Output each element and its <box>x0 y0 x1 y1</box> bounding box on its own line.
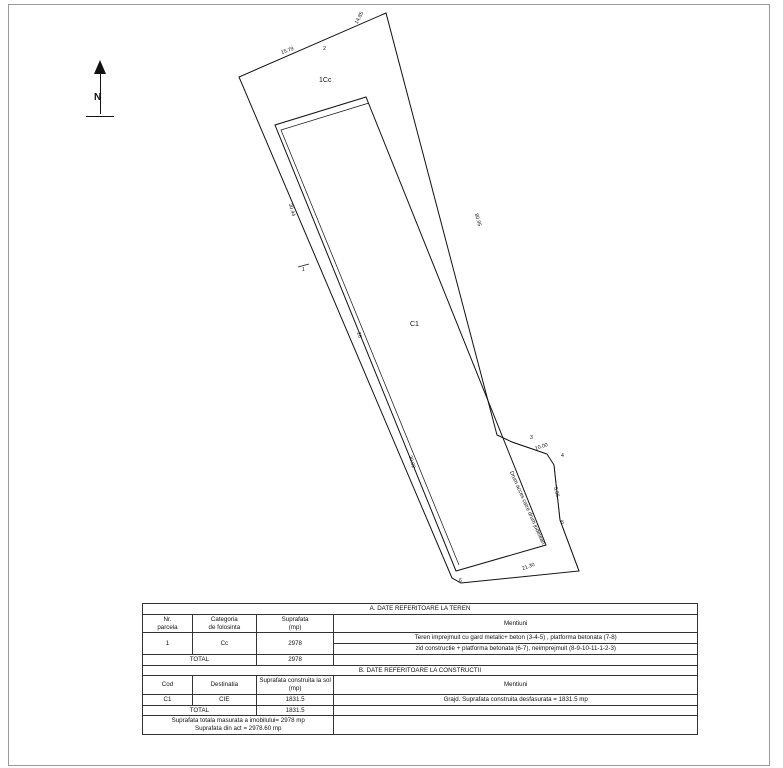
parcel-label-1cc: 1Cc <box>319 77 332 84</box>
dim-10-00: 10.00 <box>534 442 549 452</box>
dim-14-85: 14.85 <box>353 10 366 26</box>
cell-nr-parcela: 1 <box>143 633 193 655</box>
total-label-constructii: TOTAL <box>143 705 257 716</box>
access-road-label: Drum acces catre drum judetean <box>507 470 546 546</box>
cell-mentiuni-constructii: Grajd. Suprafata construita desfasurata = 1831.5 mp <box>334 694 698 705</box>
header-destinatia: Destinatia <box>192 676 256 695</box>
cell-mentiuni-line2: zid constructie + platforma betonata (6-7), neimprejmuit (8-9-10-11-1-2-3) <box>334 644 698 655</box>
dim-15-79: 15.79 <box>280 45 295 57</box>
total-value-teren: 2978 <box>256 654 334 665</box>
header-suprafata-sol-line1: Suprafata construita la sol <box>259 677 331 685</box>
cell-suprafata: 2978 <box>256 633 334 655</box>
table-teren <box>142 603 698 735</box>
building-c1-outline <box>275 97 549 571</box>
table-row-footer <box>143 716 698 735</box>
table-row-header-b <box>143 676 698 695</box>
total-value-constructii: 1831.5 <box>256 705 334 716</box>
total-label-teren: TOTAL <box>143 654 257 665</box>
footer-line-2: Suprafata din act = 2978.60 mp <box>194 725 282 732</box>
header-categoria-line1: Categoria <box>210 615 238 623</box>
cadastral-plan-sheet <box>8 4 770 766</box>
building-label-c1: C1 <box>410 321 419 328</box>
total-mentiuni-teren-empty <box>334 654 698 665</box>
header-mentiuni: Mentiuni <box>334 614 698 633</box>
dim-80-95: 80.95 <box>472 212 483 228</box>
table-row <box>143 694 698 705</box>
total-mentiuni-constructii-empty <box>334 705 698 716</box>
access-road-line <box>551 465 579 571</box>
data-tables <box>142 603 698 735</box>
header-categoria-line2: de folosinta <box>208 623 241 631</box>
header-suprafata-sol <box>256 676 334 695</box>
table-row-section-a <box>143 604 698 615</box>
cell-mentiuni-line1: Teren imprejmuit cu gard metalic+ beton (3-4-5) , platforma betonata (7-8) <box>334 633 698 644</box>
parcel-outline <box>239 10 579 583</box>
cell-cod: C1 <box>143 694 193 705</box>
dim-point-2: 2 <box>323 46 326 52</box>
header-suprafata <box>256 614 334 633</box>
dim-point-4: 4 <box>561 453 564 459</box>
dim-5-36: 5.36 <box>551 486 561 498</box>
dim-point-5: 5 <box>561 520 564 526</box>
table-row <box>143 633 698 644</box>
dim-30-44: 30.44 <box>286 202 297 218</box>
parcel-svg <box>9 5 769 605</box>
parcel-drawing <box>9 5 769 605</box>
header-suprafata-line2: (mp) <box>288 623 302 631</box>
dim-30-02: 30.02 <box>406 454 417 470</box>
cell-categoria: Cc <box>192 633 256 655</box>
dim-point-3: 3 <box>530 435 533 441</box>
footer-line-1: Suprafata totala masurata a imobilului= 2978 mp <box>171 717 305 725</box>
header-suprafata-sol-line2: (mp) <box>288 685 302 692</box>
header-mentiuni-b: Mentiuni <box>334 676 698 695</box>
header-nr-line2: parcela <box>157 623 178 631</box>
table-row-header-a <box>143 614 698 633</box>
dim-point-1: 1 <box>302 267 305 273</box>
dim-point-6: 6 <box>459 578 462 584</box>
section-b-title: B. DATE REFERITOARE LA CONSTRUCTII <box>143 665 698 676</box>
cell-destinatia: CIE <box>192 694 256 705</box>
table-row-section-b <box>143 665 698 676</box>
dim-26: 26 <box>355 331 363 339</box>
dim-21-30: 21.30 <box>521 561 536 573</box>
north-label: N <box>94 92 102 103</box>
building-inner-line <box>281 103 459 565</box>
table-row-total-b <box>143 705 698 716</box>
cell-suprafata-sol: 1831.5 <box>256 694 334 705</box>
section-a-title: A. DATE REFERITOARE LA TEREN <box>143 604 698 615</box>
header-nr-line1: Nr. <box>163 615 172 623</box>
footer-empty-cell <box>334 716 698 735</box>
table-row-total-a <box>143 654 698 665</box>
header-cod: Cod <box>143 676 193 695</box>
header-nr <box>143 614 193 633</box>
header-categoria <box>192 614 256 633</box>
header-suprafata-line1: Suprafata <box>281 615 309 623</box>
footer-suprafata-summary <box>143 716 334 735</box>
